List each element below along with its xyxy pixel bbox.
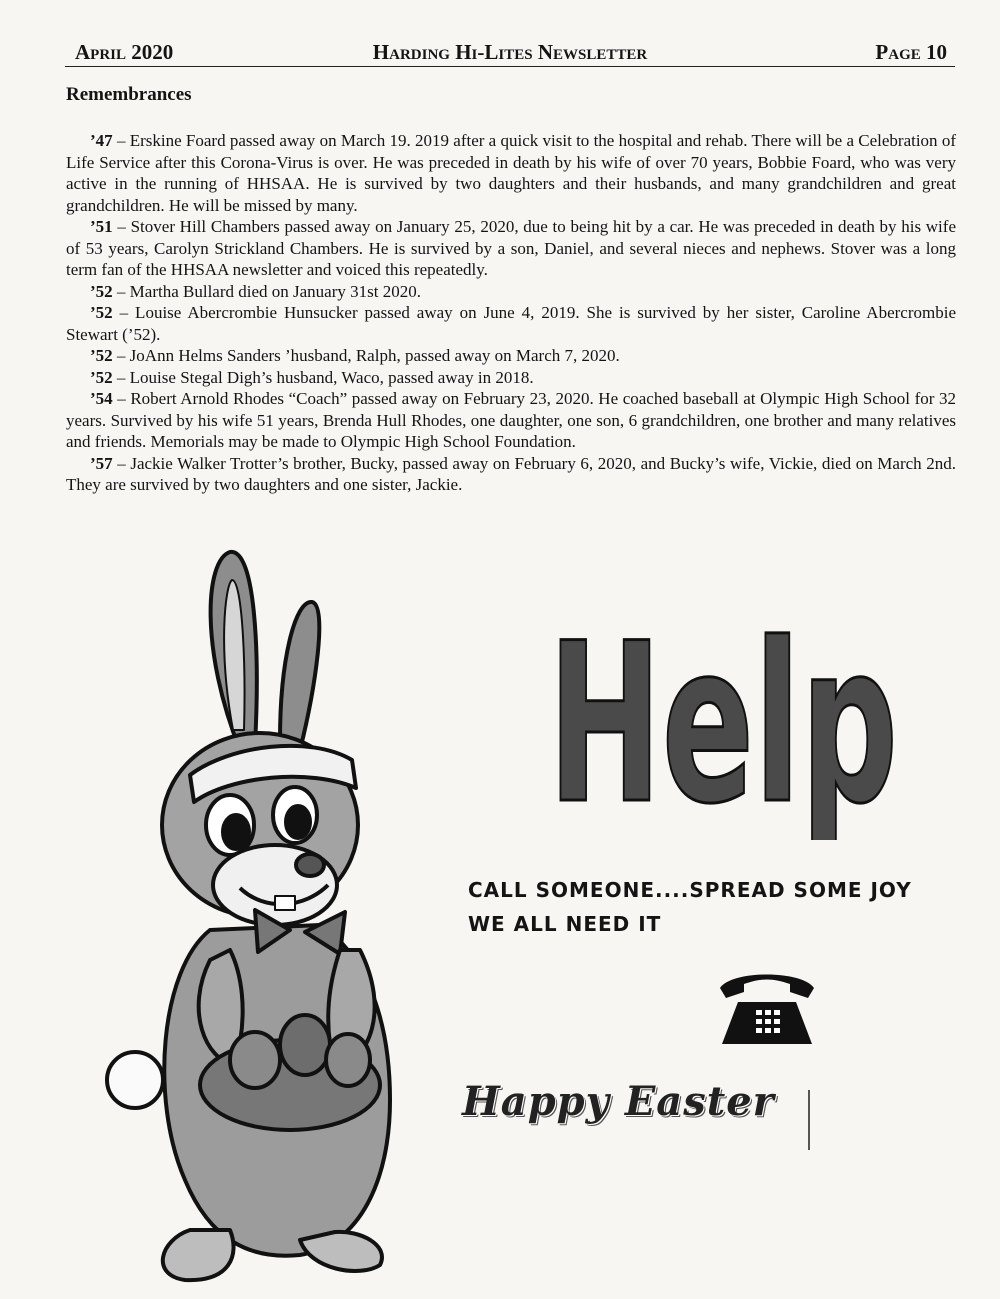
bunny-illustration (90, 540, 470, 1290)
entry-text: – Martha Bullard died on January 31st 2020. (112, 281, 421, 301)
page-header (65, 36, 955, 67)
show-through-texture (70, 560, 74, 581)
entry-text: – Robert Arnold Rhodes “Coach” passed away on February 23, 2020. He coached baseball at Olympic High School for 32 years. Survived by his wife 51 years, Brenda Hull Rhodes, one daughter, one son, 6 grandchildren, one brother and many relatives and friends. Memorials may be made to Olympic High School Foundation. (66, 389, 956, 451)
bunny-icon (90, 540, 470, 1290)
class-year: ’57 (90, 453, 113, 473)
we-all-need-it-text: WE ALL NEED IT (468, 912, 662, 936)
remembrance-entry (66, 216, 956, 281)
class-year: ’54 (90, 389, 113, 408)
class-year: ’52 (90, 281, 113, 301)
remembrance-entry (66, 453, 956, 496)
help-word: Help (548, 596, 898, 840)
entry-text: – Erskine Foard passed away on March 19. 2019 after a quick visit to the hospital and rehab. There will be a Celebration of Life Service after this Corona-Virus is over. He was preceded in death by his wife of over 70 years, Bobbie Foard, who was very active in the running of HHSAA. He is survived by two daughters and their husbands, and many grandchildren and great grandchildren. He will be missed by many. (66, 131, 956, 215)
remembrance-entry (66, 281, 956, 303)
help-graphic (548, 590, 908, 840)
remembrance-entry (66, 302, 956, 345)
remembrance-entry (66, 345, 956, 367)
section-title: Remembrances (66, 84, 192, 105)
class-year: ’51 (90, 217, 113, 236)
entry-text: – Louise Abercrombie Hunsucker passed away on June 4, 2019. She is survived by her sister, Caroline Abercrombie Stewart (’52). (66, 303, 956, 344)
remembrance-entry (66, 130, 956, 216)
entry-text: – Louise Stegal Digh’s husband, Waco, passed away in 2018. (112, 367, 534, 387)
call-someone-text: CALL SOMEONE....SPREAD SOME JOY (468, 878, 912, 902)
page-number: Page 10 (875, 40, 947, 64)
entry-text: – JoAnn Helms Sanders ’husband, Ralph, passed away on March 7, 2020. (112, 346, 620, 365)
entry-text: – Stover Hill Chambers passed away on January 25, 2020, due to being hit by a car. He was preceded in death by his wife of 53 years, Carolyn Strickland Chambers. He is survived by a son, Daniel, and several nieces and nephews. Stover was a long term fan of the HHSAA newsletter and voiced this repeatedly. (66, 217, 956, 279)
divider-line (808, 1090, 810, 1150)
newsletter-title: Harding Hi-Lites Newsletter (372, 40, 648, 64)
entry-text: – Jackie Walker Trotter’s brother, Bucky, passed away on February 6, 2020, and Bucky’s wife, Vickie, died on March 2nd. They are survived by two daughters and one sister, Jackie. (66, 453, 956, 494)
class-year: ’47 (90, 131, 113, 150)
class-year: ’52 (90, 303, 113, 322)
remembrance-entry (66, 367, 956, 389)
class-year: ’52 (90, 367, 113, 387)
class-year: ’52 (90, 346, 113, 365)
happy-easter-text: Happy Easter (462, 1078, 775, 1125)
remembrances-list (66, 130, 956, 496)
remembrance-entry (66, 388, 956, 453)
issue-date: April 2020 (75, 40, 174, 64)
help-lettering (548, 590, 908, 840)
telephone-icon (712, 966, 822, 1048)
